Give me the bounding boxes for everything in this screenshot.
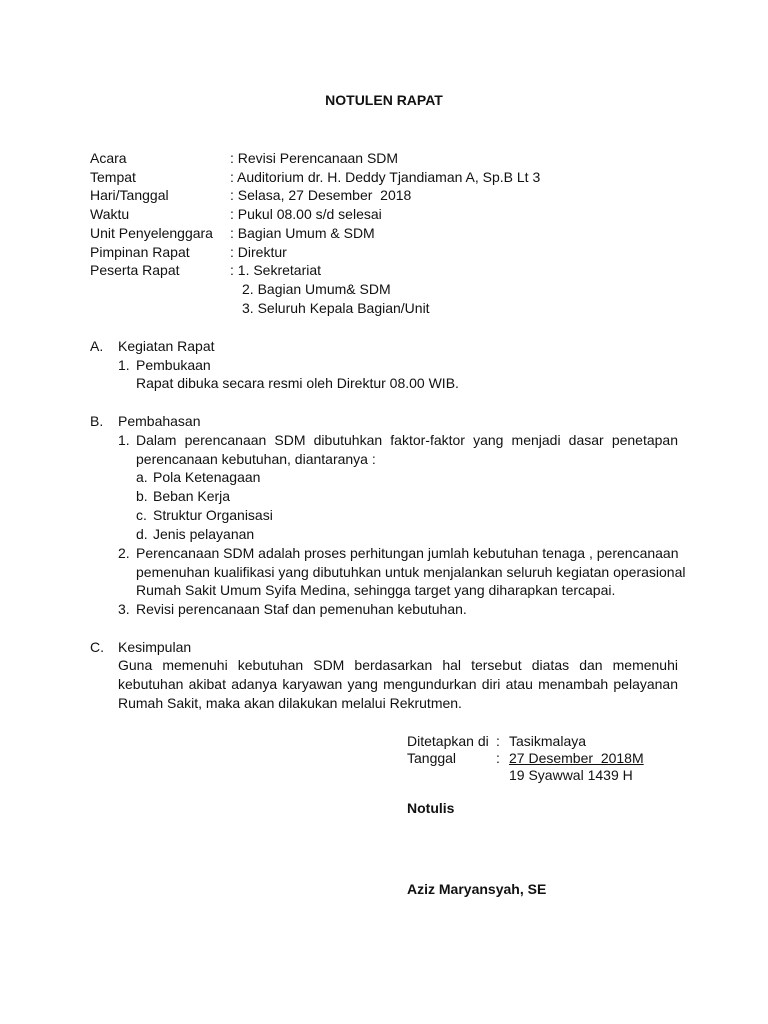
section-b-item-number: 3.: [118, 601, 130, 617]
section-b-heading: Pembahasan: [118, 413, 201, 429]
sub-item-text: Beban Kerja: [153, 488, 231, 504]
section-b-item-number: 2.: [118, 545, 130, 561]
section-a-item: Pembukaan: [136, 357, 211, 373]
section-a-item-number: 1.: [118, 357, 130, 373]
section-c-heading: Kesimpulan: [118, 639, 192, 655]
tanggal-colon: :: [496, 750, 500, 766]
info-label-acara: Acara: [90, 150, 127, 166]
section-b-item-2-line: Perencanaan SDM adalah proses perhitungan jumlah kebutuhan tenaga , perencanaan: [136, 545, 679, 561]
sub-item-text: Struktur Organisasi: [153, 507, 273, 523]
notulis-label: Notulis: [407, 800, 455, 816]
info-value-tempat: : Auditorium dr. H. Deddy Tjandiaman A, Sp.B Lt 3: [230, 169, 541, 185]
sub-item-marker: c.: [136, 507, 147, 523]
peserta-item: 2. Bagian Umum& SDM: [242, 281, 391, 297]
section-c-line: kebutuhan akibat adanya karyawan yang mengundurkan diri atau menambah pelayanan: [118, 676, 678, 692]
tanggal-label: Tanggal: [407, 750, 457, 766]
section-a-heading: Kegiatan Rapat: [118, 338, 215, 354]
info-label-peserta: Peserta Rapat: [90, 262, 180, 278]
info-value-hari-tanggal: : Selasa, 27 Desember 2018: [230, 187, 412, 203]
info-value-unit: : Bagian Umum & SDM: [230, 225, 375, 241]
section-c-line: Guna memenuhi kebutuhan SDM berdasarkan hal tersebut diatas dan memenuhi: [118, 657, 678, 673]
section-b-item-3: Revisi perencanaan Staf dan pemenuhan kebutuhan.: [136, 601, 467, 617]
section-a-item-text: Rapat dibuka secara resmi oleh Direktur 08.00 WIB.: [136, 375, 459, 391]
section-c-line: Rumah Sakit, maka akan dilakukan melalui Rekrutmen.: [118, 695, 462, 711]
info-label-hari-tanggal: Hari/Tanggal: [90, 187, 169, 203]
ditetapkan-label: Ditetapkan di: [407, 733, 489, 749]
section-b-item-2-line: Rumah Sakit Umum Syifa Medina, sehingga target yang diharapkan tercapai.: [136, 582, 616, 598]
section-b-item-1-line: perencanaan kebutuhan, diantaranya :: [136, 451, 376, 467]
ditetapkan-value: Tasikmalaya: [509, 733, 587, 749]
section-b-item-number: 1.: [118, 432, 130, 448]
document-title: NOTULEN RAPAT: [325, 92, 443, 108]
info-label-waktu: Waktu: [90, 206, 130, 222]
section-b-item-2-line: pemenuhan kualifikasi yang dibutuhkan untuk menjalankan seluruh kegiatan operasional: [136, 564, 686, 580]
sub-item-marker: d.: [136, 526, 148, 542]
sub-item-text: Jenis pelayanan: [153, 526, 255, 542]
section-c-marker: C.: [90, 639, 104, 655]
info-value-waktu: : Pukul 08.00 s/d selesai: [230, 206, 382, 222]
info-label-tempat: Tempat: [90, 169, 136, 185]
sub-item-marker: b.: [136, 488, 148, 504]
section-b-marker: B.: [90, 413, 104, 429]
sub-item-marker: a.: [136, 469, 148, 485]
info-label-pimpinan: Pimpinan Rapat: [90, 244, 190, 260]
tanggal-value: 27 Desember 2018M: [509, 750, 644, 766]
signatory-name: Aziz Maryansyah, SE: [407, 881, 547, 897]
hijri-date: 19 Syawwal 1439 H: [509, 767, 633, 783]
ditetapkan-colon: :: [496, 733, 500, 749]
section-b-item-1-line: Dalam perencanaan SDM dibutuhkan faktor-faktor yang menjadi dasar penetapan: [136, 432, 678, 448]
section-a-marker: A.: [90, 338, 104, 354]
info-value-acara: : Revisi Perencanaan SDM: [230, 150, 399, 166]
sub-item-text: Pola Ketenagaan: [153, 469, 261, 485]
info-value-pimpinan: : Direktur: [230, 244, 287, 260]
peserta-item: 3. Seluruh Kepala Bagian/Unit: [242, 300, 430, 316]
info-label-unit: Unit Penyelenggara: [90, 225, 213, 241]
info-value-peserta: : 1. Sekretariat: [230, 262, 322, 278]
